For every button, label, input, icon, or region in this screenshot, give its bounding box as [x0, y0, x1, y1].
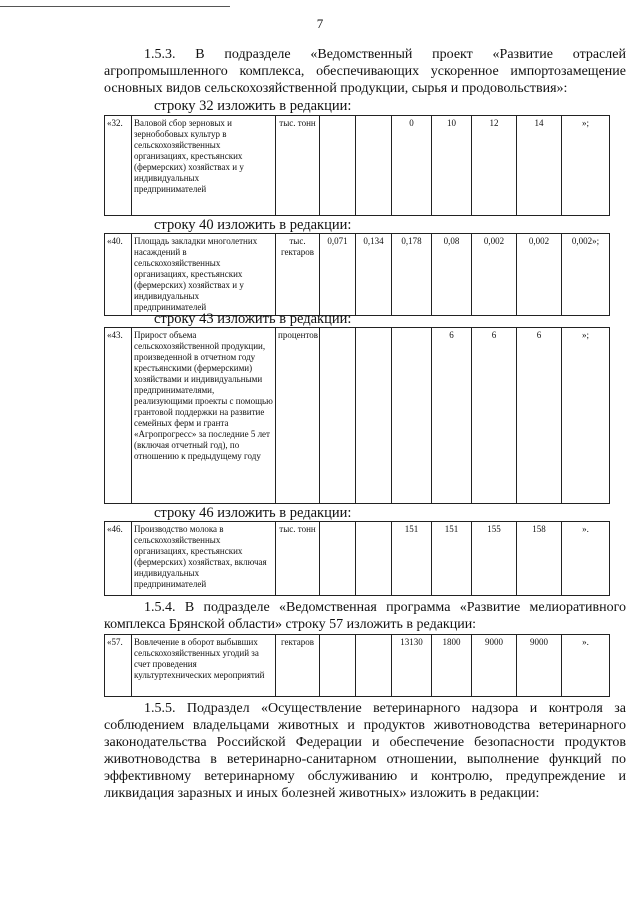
row-indicator-name: Производство молока в сельскохозяйственных организациях, крестьянских (фермерских) хозяйствах, включая индивидуальных предпринимателей: [132, 522, 276, 596]
row-value: 6: [472, 328, 517, 504]
row-value: 155: [472, 522, 517, 596]
row-end: »;: [562, 116, 610, 216]
lead-row-40: строку 40 изложить в редакции:: [154, 217, 352, 233]
row-end: ».: [562, 635, 610, 697]
table-row-46: [104, 521, 610, 596]
header-rule: [0, 6, 230, 7]
row-number: «40.: [105, 234, 132, 316]
row-end: »;: [562, 328, 610, 504]
row-value: [356, 635, 392, 697]
row-value: 6: [517, 328, 562, 504]
row-value: 10: [432, 116, 472, 216]
row-value: 0,071: [320, 234, 356, 316]
row-number: «32.: [105, 116, 132, 216]
row-value: 151: [432, 522, 472, 596]
row-value: 1800: [432, 635, 472, 697]
row-value: [356, 328, 392, 504]
row-indicator-name: Площадь закладки многолетних насаждений в сельскохозяйственных организациях, крестьянских (фермерских) хозяйствах и у индивидуальных предпринимателей: [132, 234, 276, 316]
row-value: [320, 635, 356, 697]
row-unit: тыс. тонн: [276, 522, 320, 596]
paragraph-1-5-4: 1.5.4. В подразделе «Ведомственная программа «Развитие мелиоративного комплекса Брянской области» строку 57 изложить в редакции:: [104, 600, 626, 632]
row-value: 9000: [472, 635, 517, 697]
row-value: 9000: [517, 635, 562, 697]
row-value: 0,178: [392, 234, 432, 316]
paragraph-1-5-3: 1.5.3. В подразделе «Ведомственный проект «Развитие отраслей агропромышленного комплекса, обеспечивающих ускоренное импортозамещение основных видов сельскохозяйственной продукции, сырья и продовольствия»:: [104, 47, 626, 96]
row-value: 12: [472, 116, 517, 216]
row-value: 151: [392, 522, 432, 596]
row-value: [320, 328, 356, 504]
row-value: [392, 328, 432, 504]
row-end: 0,002»;: [562, 234, 610, 316]
row-indicator-name: Прирост объема сельскохозяйственной продукции, произведенной в отчетном году крестьянскими (фермерскими) хозяйствами и индивидуальными предпринимателями, реализующими проекты с помощью грантовой поддержки на развитие семейных ферм и гранта «Агропрогресс» за последние 5 лет (включая отчетный год), по отношению к предыдущему году: [132, 328, 276, 504]
row-value: [356, 116, 392, 216]
row-value: 13130: [392, 635, 432, 697]
lead-row-46: строку 46 изложить в редакции:: [154, 505, 352, 521]
row-value: [356, 522, 392, 596]
row-value: 6: [432, 328, 472, 504]
row-value: 0,134: [356, 234, 392, 316]
table-row-32: [104, 115, 610, 216]
row-unit: тыс. тонн: [276, 116, 320, 216]
row-value: [320, 116, 356, 216]
row-unit: гектаров: [276, 635, 320, 697]
row-value: 0,08: [432, 234, 472, 316]
row-value: 158: [517, 522, 562, 596]
table-row-43: [104, 327, 610, 504]
row-value: 0: [392, 116, 432, 216]
row-value: [320, 522, 356, 596]
lead-row-32: строку 32 изложить в редакции:: [154, 98, 352, 114]
lead-row-43: строку 43 изложить в редакции:: [154, 311, 352, 327]
table-row-57: [104, 634, 610, 697]
row-value: 14: [517, 116, 562, 216]
row-unit: процентов: [276, 328, 320, 504]
row-value: 0,002: [472, 234, 517, 316]
row-number: «57.: [105, 635, 132, 697]
row-indicator-name: Валовой сбор зерновых и зернобобовых культур в сельскохозяйственных организациях, крестьянских (фермерских) хозяйствах и у индивидуальных предпринимателей: [132, 116, 276, 216]
table-row-40: [104, 233, 610, 316]
paragraph-1-5-5: 1.5.5. Подраздел «Осуществление ветеринарного надзора и контроля за соблюдением владельцами животных и продуктов животноводства ветеринарного законодательства Российской Федерации и обеспечение безопасности продуктов животноводства в ветеринарно-санитарном отношении, выполнение функций по эффективному ветеринарному обслуживанию и контролю, предупреждение и ликвидация заразных и иных болезней животных» изложить в редакции:: [104, 701, 626, 801]
row-number: «43.: [105, 328, 132, 504]
row-indicator-name: Вовлечение в оборот выбывших сельскохозяйственных угодий за счет проведения культуртехнических мероприятий: [132, 635, 276, 697]
row-end: ».: [562, 522, 610, 596]
page-number: 7: [316, 16, 324, 31]
row-number: «46.: [105, 522, 132, 596]
row-unit: тыс. гектаров: [276, 234, 320, 316]
row-value: 0,002: [517, 234, 562, 316]
